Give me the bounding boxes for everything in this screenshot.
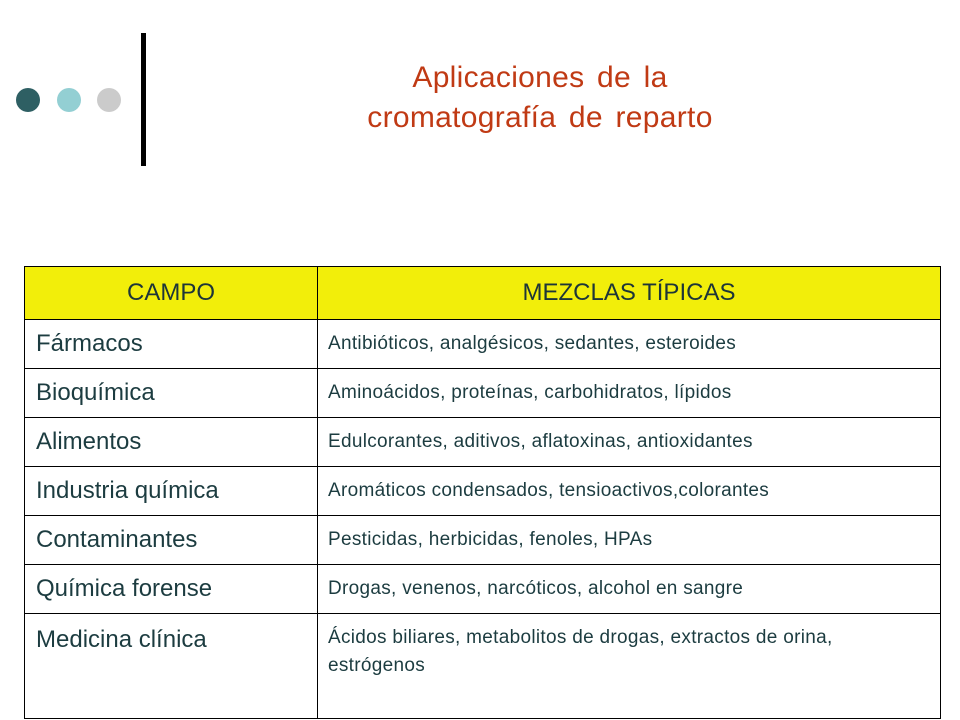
decor-dot-gray bbox=[97, 88, 121, 112]
mixtures-cell: Pesticidas, herbicidas, fenoles, HPAs bbox=[318, 516, 941, 565]
header-campo: CAMPO bbox=[25, 267, 318, 320]
decor-dot-dark bbox=[16, 88, 40, 112]
mixtures-cell: Antibióticos, analgésicos, sedantes, esteroides bbox=[318, 320, 941, 369]
field-cell: Contaminantes bbox=[25, 516, 318, 565]
slide-title-line2: cromatografía de reparto bbox=[367, 101, 713, 134]
table-row bbox=[25, 565, 941, 614]
field-cell: Química forense bbox=[25, 565, 318, 614]
header-mezclas: MEZCLAS TÍPICAS bbox=[318, 267, 941, 320]
table-row bbox=[25, 369, 941, 418]
field-cell: Alimentos bbox=[25, 418, 318, 467]
table-row bbox=[25, 320, 941, 369]
field-cell: Bioquímica bbox=[25, 369, 318, 418]
slide-title bbox=[290, 58, 790, 138]
slide-title-line1: Aplicaciones de la bbox=[412, 61, 668, 94]
table-header-row bbox=[25, 267, 941, 320]
table-row bbox=[25, 418, 941, 467]
mixtures-cell: Ácidos biliares, metabolitos de drogas, extractos de orina, estrógenos bbox=[318, 614, 941, 719]
field-cell: Industria química bbox=[25, 467, 318, 516]
field-cell: Fármacos bbox=[25, 320, 318, 369]
mixtures-cell: Drogas, venenos, narcóticos, alcohol en sangre bbox=[318, 565, 941, 614]
mixtures-cell: Aminoácidos, proteínas, carbohidratos, lípidos bbox=[318, 369, 941, 418]
table-row bbox=[25, 467, 941, 516]
applications-table bbox=[24, 266, 941, 719]
mixtures-cell: Edulcorantes, aditivos, aflatoxinas, antioxidantes bbox=[318, 418, 941, 467]
field-cell: Medicina clínica bbox=[25, 614, 318, 719]
decor-vertical-bar bbox=[141, 33, 146, 166]
table-row bbox=[25, 516, 941, 565]
table-row bbox=[25, 614, 941, 719]
decor-dot-teal bbox=[57, 88, 81, 112]
mixtures-cell: Aromáticos condensados, tensioactivos,colorantes bbox=[318, 467, 941, 516]
